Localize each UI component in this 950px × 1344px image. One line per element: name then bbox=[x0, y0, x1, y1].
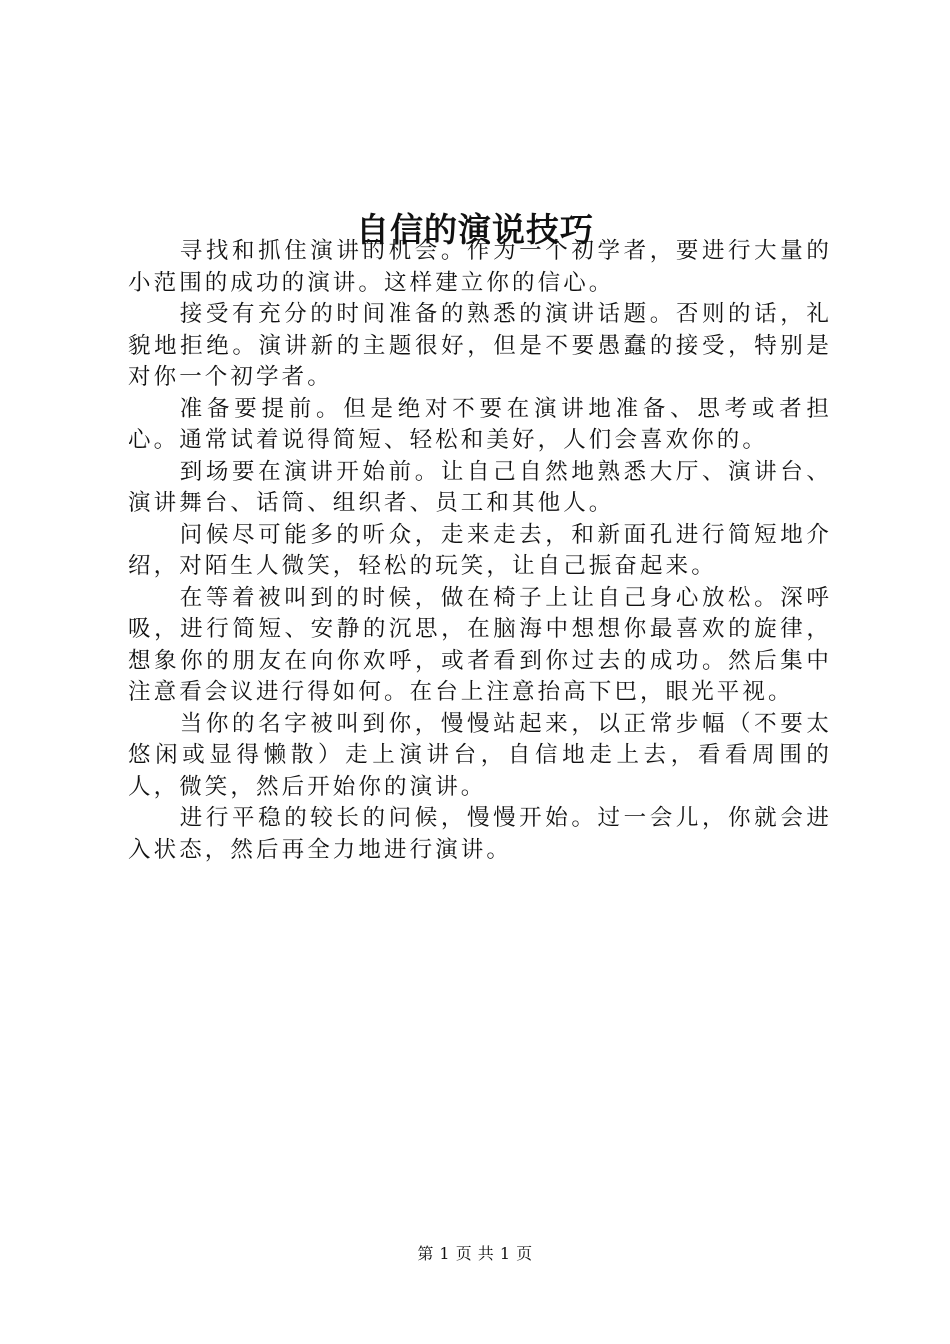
document-body bbox=[128, 236, 832, 866]
page-footer: 第 1 页 共 1 页 bbox=[417, 1244, 533, 1263]
paragraph: 到场要在演讲开始前。让自己自然地熟悉大厅、演讲台、演讲舞台、话筒、组织者、员工和其他人。 bbox=[128, 458, 832, 516]
document-title: 自信的演说技巧 bbox=[356, 210, 594, 250]
paragraph: 当你的名字被叫到你，慢慢站起来，以正常步幅（不要太悠闲或显得懒散）走上演讲台，自信地走上去，看看周围的人，微笑，然后开始你的演讲。 bbox=[128, 710, 832, 800]
paragraph: 寻找和抓住演讲的机会。作为一个初学者，要进行大量的小范围的成功的演讲。这样建立你的信心。 bbox=[128, 238, 832, 296]
paragraph: 准备要提前。但是绝对不要在演讲地准备、思考或者担心。通常试着说得简短、轻松和美好，人们会喜欢你的。 bbox=[128, 395, 832, 453]
paragraph: 进行平稳的较长的问候，慢慢开始。过一会儿，你就会进入状态，然后再全力地进行演讲。 bbox=[128, 805, 832, 863]
paragraph: 在等着被叫到的时候，做在椅子上让自己身心放松。深呼吸，进行简短、安静的沉思，在脑海中想想你最喜欢的旋律，想象你的朋友在向你欢呼，或者看到你过去的成功。然后集中注意看会议进行得如何。在台上注意抬高下巴，眼光平视。 bbox=[128, 584, 832, 705]
paragraph: 接受有充分的时间准备的熟悉的演讲话题。否则的话，礼貌地拒绝。演讲新的主题很好，但是不要愚蠢的接受，特别是对你一个初学者。 bbox=[128, 301, 832, 390]
paragraph: 问候尽可能多的听众，走来走去，和新面孔进行简短地介绍，对陌生人微笑，轻松的玩笑，让自己振奋起来。 bbox=[128, 521, 832, 579]
